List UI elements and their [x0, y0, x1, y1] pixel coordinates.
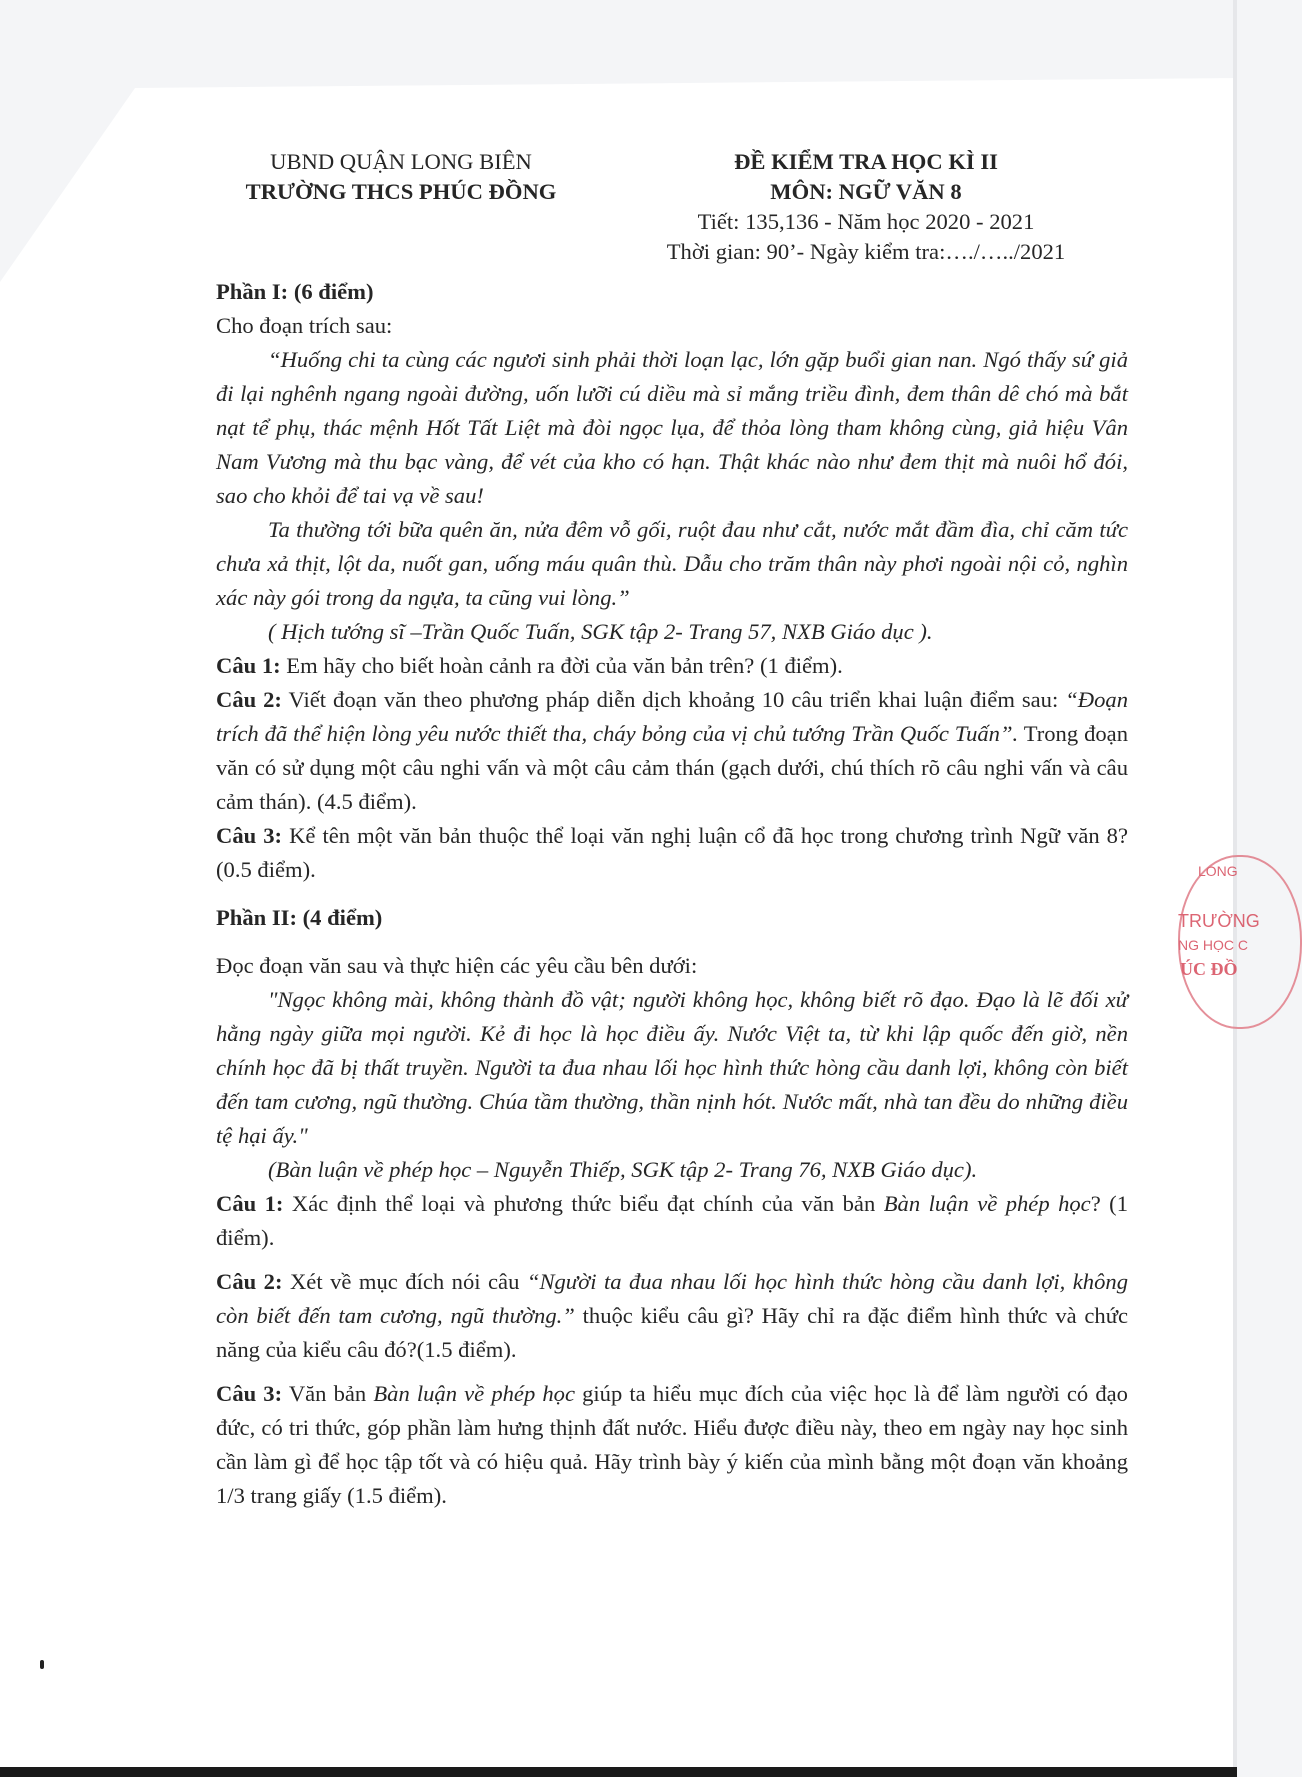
question-label: Câu 3:	[216, 823, 283, 848]
question-text: Em hãy cho biết hoàn cảnh ra đời của văn bản trên? (1 điểm).	[280, 653, 843, 678]
question-label: Câu 2:	[216, 687, 282, 712]
part1-title: Phần I: (6 điểm)	[216, 279, 374, 304]
district-name: UBND QUẬN LONG BIÊN	[270, 149, 532, 174]
part1-question-1	[216, 649, 1128, 683]
question-label: Câu 1:	[216, 1191, 284, 1216]
period-year: Tiết: 135,136 - Năm học 2020 - 2021	[697, 209, 1035, 234]
ink-mark	[40, 1660, 44, 1669]
school-block	[216, 147, 586, 207]
exam-info-block	[636, 147, 1096, 267]
question-quote: “Người ta đua nhau lối học hình thức hòng cầu danh lợi, không còn biết đến tam cương, ngũ thường.”	[216, 1269, 1128, 1328]
question-label: Câu 1:	[216, 653, 281, 678]
exam-header	[216, 147, 1128, 275]
question-text: giúp ta hiểu mục đích của việc học là để làm người có đạo đức, có tri thức, góp phần làm hưng thịnh đất nước. Hiểu được điều này, theo em ngày nay học sinh cần làm gì để học tập tốt và có hiệu quả. Hãy trình bày ý kiến của mình bằng một đoạn văn khoảng 1/3 trang giấy (1.5 điểm).	[216, 1381, 1128, 1508]
stamp-text-school: TRƯỜNG	[1178, 911, 1260, 931]
question-text: Trong đoạn văn có sử dụng một câu nghi vấn và một câu cảm thán (gạch dưới, chú thích rõ câu nghi vấn và câu cảm thán). (4.5 điểm).	[216, 721, 1128, 814]
part2-question-1	[216, 1187, 1128, 1255]
school-stamp	[1160, 855, 1260, 1025]
part2-title: Phần II: (4 điểm)	[216, 905, 383, 930]
stamp-text-top: LONG	[1198, 863, 1238, 879]
part1-question-2	[216, 683, 1128, 819]
exam-title: ĐỀ KIỂM TRA HỌC KÌ II	[734, 149, 998, 174]
question-text: ? (1 điểm).	[216, 1191, 1129, 1250]
part2-quote: "Ngọc không mài, không thành đồ vật; người không học, không biết rõ đạo. Đạo là lẽ đối xử hằng ngày giữa mọi người. Kẻ đi học là học điều ấy. Nước Việt ta, từ khi lập quốc đến giờ, nền chính học đã bị thất truyền. Người ta đua nhau lối học hình thức hòng cầu danh lợi, không còn biết đến tam cương, ngũ thường. Chúa tầm thường, thần nịnh hót. Nước mất, nhà tan đều do những điều tệ hại ấy."	[216, 987, 1128, 1148]
part1-quote-paragraph-2: Ta thường tới bữa quên ăn, nửa đêm vỗ gối, ruột đau như cắt, nước mắt đầm đìa, chỉ căm tức chưa xả thịt, lột da, nuốt gan, uống máu quân thù. Dẫu cho trăm thân này phơi ngoài nội cỏ, nghìn xác này gói trong da ngựa, ta cũng vui lòng.”	[216, 517, 1128, 610]
subject-title: MÔN: NGỮ VĂN 8	[770, 179, 962, 204]
question-label: Câu 3:	[216, 1381, 283, 1406]
question-quote: “Đoạn trích đã thể hiện lòng yêu nước thiết tha, cháy bỏng của vị chủ tướng Trần Quốc Tuấn”.	[216, 687, 1128, 746]
question-text: Văn bản	[282, 1381, 374, 1406]
question-text: Xác định thể loại và phương thức biểu đạt chính của văn bản	[283, 1191, 884, 1216]
stamp-text-middle: NG HỌC C	[1178, 937, 1248, 953]
school-name: TRƯỜNG THCS PHÚC ĐỒNG	[245, 179, 557, 204]
part2-intro: Đọc đoạn văn sau và thực hiện các yêu cầu bên dưới:	[216, 953, 698, 978]
part1-question-3	[216, 819, 1128, 887]
part2-source: (Bàn luận về phép học – Nguyễn Thiếp, SGK tập 2- Trang 76, NXB Giáo dục).	[268, 1157, 978, 1182]
part1-quote-paragraph-1: “Huống chi ta cùng các ngươi sinh phải thời loạn lạc, lớn gặp buổi gian nan. Ngó thấy sứ giả đi lại nghênh ngang ngoài đường, uốn lưỡi cú diều mà sỉ mắng triều đình, đem thân dê chó mà bắt nạt tể phụ, thác mệnh Hốt Tất Liệt mà đòi ngọc lụa, để thỏa lòng tham không cùng, giả hiệu Vân Nam Vương mà thu bạc vàng, để vét của kho có hạn. Thật khác nào như đem thịt mà nuôi hổ đói, sao cho khỏi để tai vạ về sau!	[216, 347, 1128, 508]
part2-question-2	[216, 1265, 1128, 1367]
question-label: Câu 2:	[216, 1269, 283, 1294]
scan-bottom-border	[0, 1767, 1237, 1777]
question-title-ref: Bàn luận về phép học	[373, 1381, 575, 1406]
time-date: Thời gian: 90’- Ngày kiểm tra:…./…../2021	[666, 239, 1066, 264]
question-title-ref: Bàn luận về phép học	[883, 1191, 1091, 1216]
question-text: Kể tên một văn bản thuộc thể loại văn nghị luận cổ đã học trong chương trình Ngữ văn 8? (0.5 điểm).	[216, 823, 1128, 882]
part2-question-3	[216, 1377, 1128, 1513]
part1-intro: Cho đoạn trích sau:	[216, 313, 393, 338]
question-text: Xét về mục đích nói câu	[282, 1269, 527, 1294]
question-text: Viết đoạn văn theo phương pháp diễn dịch khoảng 10 câu triển khai luận điểm sau:	[281, 687, 1066, 712]
part1-source: ( Hịch tướng sĩ –Trần Quốc Tuấn, SGK tập 2- Trang 57, NXB Giáo dục ).	[268, 619, 933, 644]
exam-page	[216, 147, 1128, 1513]
stamp-text-bottom: ÚC ĐỒ	[1180, 959, 1238, 979]
question-text: thuộc kiểu câu gì? Hãy chỉ ra đặc điểm hình thức và chức năng của kiểu câu đó?(1.5 điểm).	[216, 1303, 1128, 1362]
